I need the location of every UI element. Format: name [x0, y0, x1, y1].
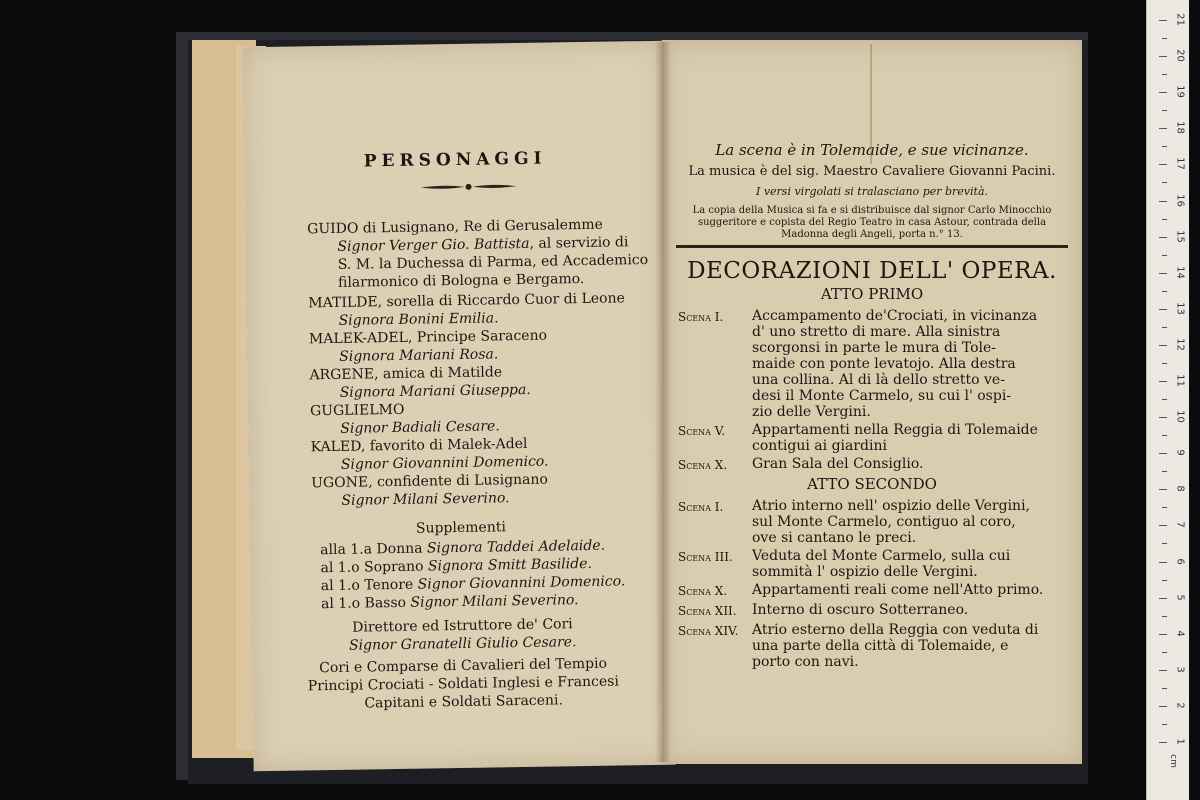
ruler-number: 3 — [1174, 666, 1186, 673]
scene-desc-line: maide con ponte levatojo. Alla destra — [752, 356, 1016, 372]
left-page — [242, 41, 675, 772]
scene-desc-line: scorgonsi in parte le mura di Tole- — [752, 340, 997, 356]
performer-milani: Signor Milani Severino. — [341, 490, 510, 509]
ruler-tick-half — [1162, 110, 1167, 111]
ruler-number: 1 — [1174, 738, 1186, 745]
supplementi-heading: Supplementi — [415, 519, 507, 537]
copia-line3: Madonna degli Angeli, porta n.° 13. — [781, 229, 963, 240]
scene-desc-line: porto con navi. — [752, 654, 859, 670]
horizontal-rule — [676, 245, 1068, 248]
scene-location: La scena è in Tolemaide, e sue vicinanze. — [715, 141, 1029, 159]
ruler-tick-half — [1162, 182, 1167, 183]
ruler-tick — [1159, 598, 1167, 599]
performer-mariani-rosa: Signora Mariani Rosa. — [339, 346, 499, 365]
copia-line1: La copia della Musica si fa e si distribuisce dal signor Carlo Minocchio — [692, 205, 1052, 216]
ruler-tick-half — [1162, 327, 1167, 328]
ruler-tick — [1159, 381, 1167, 382]
scene-desc-line: Appartamenti nella Reggia di Tolemaide — [752, 422, 1038, 438]
ruler-tick-half — [1162, 74, 1167, 75]
scena-label: Scena III. — [678, 550, 733, 564]
ruler-tick — [1159, 742, 1167, 743]
direttore-cori: Direttore ed Istruttore de' Cori — [352, 616, 573, 636]
atto-secondo-heading: ATTO SECONDO — [807, 475, 937, 493]
performer-verger-line2: S. M. la Duchessa di Parma, ed Accademico — [337, 252, 649, 273]
performer-badiali: Signor Badiali Cesare. — [340, 418, 500, 437]
ruler-number: 20 — [1174, 49, 1186, 62]
ruler-unit-label: cm — [1167, 754, 1178, 768]
supplemento-donna: alla 1.a Donna Signora Taddei Adelaide. — [320, 537, 606, 559]
atto-primo-heading: ATTO PRIMO — [820, 285, 924, 303]
cast-ugone: UGONE, confidente di Lusignano — [311, 471, 549, 492]
scene-desc-line: ove si cantano le preci. — [752, 530, 917, 546]
ruler-number: 16 — [1174, 193, 1186, 207]
scene-desc-line: Atrio interno nell' ospizio delle Vergini, — [752, 498, 1030, 514]
supplemento-tenore: al 1.o Tenore Signor Giovannini Domenico. — [320, 573, 626, 595]
ornament-divider — [421, 182, 517, 192]
ruler-tick — [1159, 453, 1167, 454]
ruler-number: 10 — [1174, 410, 1186, 423]
ruler-tick-half — [1162, 146, 1167, 147]
ruler-tick-half — [1162, 399, 1167, 400]
personaggi-title: PERSONAGGI — [363, 148, 547, 172]
scena-label: Scena XIV. — [678, 624, 739, 638]
ruler-number: 17 — [1174, 157, 1186, 171]
scene-desc-line: Appartamenti reali come nell'Atto primo. — [752, 582, 1044, 598]
performer-verger: Signor Verger Gio. Battista, al servizio di — [337, 234, 629, 255]
ruler-tick — [1159, 525, 1167, 526]
scene-desc-line: Atrio esterno della Reggia con veduta di — [752, 622, 1039, 638]
ruler-tick-half — [1162, 38, 1167, 39]
scene-desc-line: desi il Monte Carmelo, su cui l' ospi- — [752, 388, 1012, 404]
scene-desc-line: sul Monte Carmelo, contiguo al coro, — [752, 514, 1016, 530]
ruler-tick-half — [1162, 219, 1167, 220]
ruler-number: 6 — [1174, 557, 1186, 565]
ruler-tick — [1159, 273, 1167, 274]
ruler-tick-half — [1162, 724, 1167, 725]
ruler-number: 11 — [1174, 374, 1186, 387]
ruler-number: 21 — [1174, 13, 1186, 26]
ruler-tick-half — [1162, 616, 1167, 617]
book-gutter — [655, 42, 671, 762]
cori-line1: Cori e Comparse di Cavalieri del Tempio — [319, 655, 608, 677]
performer-verger-line3: filarmonico di Bologna e Bergamo. — [337, 271, 585, 291]
ruler-tick — [1159, 56, 1167, 57]
scene-desc-line: zio delle Vergini. — [752, 404, 871, 420]
ruler-number: 12 — [1174, 338, 1186, 351]
cori-line3: Capitani e Soldati Saraceni. — [364, 692, 564, 712]
ruler-tick-half — [1162, 507, 1167, 508]
ruler-number: 2 — [1174, 702, 1186, 709]
ruler-number: 15 — [1174, 229, 1186, 243]
right-page — [662, 40, 1082, 764]
ruler-number: 4 — [1174, 630, 1186, 637]
ruler-tick-half — [1162, 652, 1167, 653]
scene-desc-line: Veduta del Monte Carmelo, sulla cui — [752, 548, 1011, 564]
decorazioni-title: DECORAZIONI DELL' OPERA. — [687, 258, 1057, 284]
ruler-tick — [1159, 164, 1167, 165]
ruler-number: 13 — [1174, 301, 1186, 315]
ruler-tick-half — [1162, 580, 1167, 581]
ruler-tick-half — [1162, 255, 1167, 256]
scene-desc-line: Accampamento de'Crociati, in vicinanza — [752, 308, 1038, 324]
scene-desc-line: Gran Sala del Consiglio. — [752, 456, 924, 472]
ruler-tick — [1159, 237, 1167, 238]
ruler-number: 14 — [1174, 265, 1186, 279]
scene-desc-line: sommità l' ospizio delle Vergini. — [752, 564, 978, 580]
ruler-number: 7 — [1174, 521, 1186, 529]
ruler-tick-half — [1162, 435, 1167, 436]
performer-giovannini: Signor Giovannini Domenico. — [340, 453, 549, 473]
ruler-tick-half — [1162, 291, 1167, 292]
ruler-number: 8 — [1174, 485, 1186, 492]
scene-desc-line: d' uno stretto di mare. Alla sinistra — [752, 324, 1001, 340]
supplemento-basso: al 1.o Basso Signor Milani Severino. — [320, 592, 579, 613]
ruler-number: 5 — [1174, 593, 1186, 601]
versi-note: I versi virgolati si tralasciano per brevità. — [755, 185, 989, 198]
cori-line2: Principi Crociati - Soldati Inglesi e Francesi — [307, 673, 620, 695]
cast-matilde: MATILDE, sorella di Riccardo Cuor di Leone — [308, 290, 625, 312]
cast-argene: ARGENE, amica di Matilde — [309, 364, 503, 384]
copia-line2: suggeritore e copista del Regio Teatro in casa Astour, contrada della — [697, 217, 1047, 228]
ruler-tick — [1159, 345, 1167, 346]
direttore-name: Signor Granatelli Giulio Cesare. — [348, 634, 577, 654]
scene-desc-line: una parte della città di Tolemaide, e — [752, 638, 1009, 654]
ruler-tick — [1159, 489, 1167, 490]
ruler-tick — [1159, 201, 1167, 202]
ruler-tick — [1159, 128, 1167, 129]
scene-desc-line: una collina. Al di là dello stretto ve- — [752, 372, 1005, 388]
ruler-tick-half — [1162, 363, 1167, 364]
ruler-tick — [1159, 706, 1167, 707]
ruler-number: 18 — [1174, 121, 1186, 135]
scene-desc-line: Interno di oscuro Sotterraneo. — [752, 602, 969, 618]
scena-label: Scena X. — [678, 458, 728, 472]
ruler-tick — [1159, 670, 1167, 671]
cast-guglielmo: GUGLIELMO — [309, 401, 405, 420]
ruler-tick-half — [1162, 543, 1167, 544]
performer-bonini: Signora Bonini Emilia. — [338, 310, 499, 329]
cast-malek-adel: MALEK-ADEL, Principe Saraceno — [308, 327, 548, 348]
ruler-tick — [1159, 417, 1167, 418]
measuring-ruler — [1146, 0, 1189, 800]
ruler-tick-half — [1162, 688, 1167, 689]
ruler-tick — [1159, 92, 1167, 93]
ruler-tick — [1159, 309, 1167, 310]
cast-guido: GUIDO di Lusignano, Re di Gerusalemme — [307, 216, 603, 238]
ruler-tick — [1159, 20, 1167, 21]
scena-label: Scena I. — [678, 500, 724, 514]
ruler-number: 19 — [1174, 85, 1186, 99]
scena-label: Scena X. — [678, 584, 728, 598]
scene-desc-line: contigui ai giardini — [752, 438, 887, 454]
scena-label: Scena I. — [678, 310, 724, 324]
ruler-tick — [1159, 562, 1167, 563]
scena-label: Scena XII. — [678, 604, 737, 618]
supplemento-soprano: al 1.o Soprano Signora Smitt Basilide. — [320, 555, 593, 577]
cast-kaled: KALED, favorito di Malek-Adel — [310, 435, 528, 456]
ruler-number: 9 — [1174, 449, 1186, 456]
scena-label: Scena V. — [678, 424, 726, 438]
page-fold-line — [870, 44, 872, 164]
ruler-tick-half — [1162, 471, 1167, 472]
music-credit: La musica è del sig. Maestro Cavaliere Giovanni Pacini. — [688, 164, 1056, 179]
ruler-tick — [1159, 634, 1167, 635]
performer-mariani-giuseppa: Signora Mariani Giuseppa. — [339, 381, 531, 401]
